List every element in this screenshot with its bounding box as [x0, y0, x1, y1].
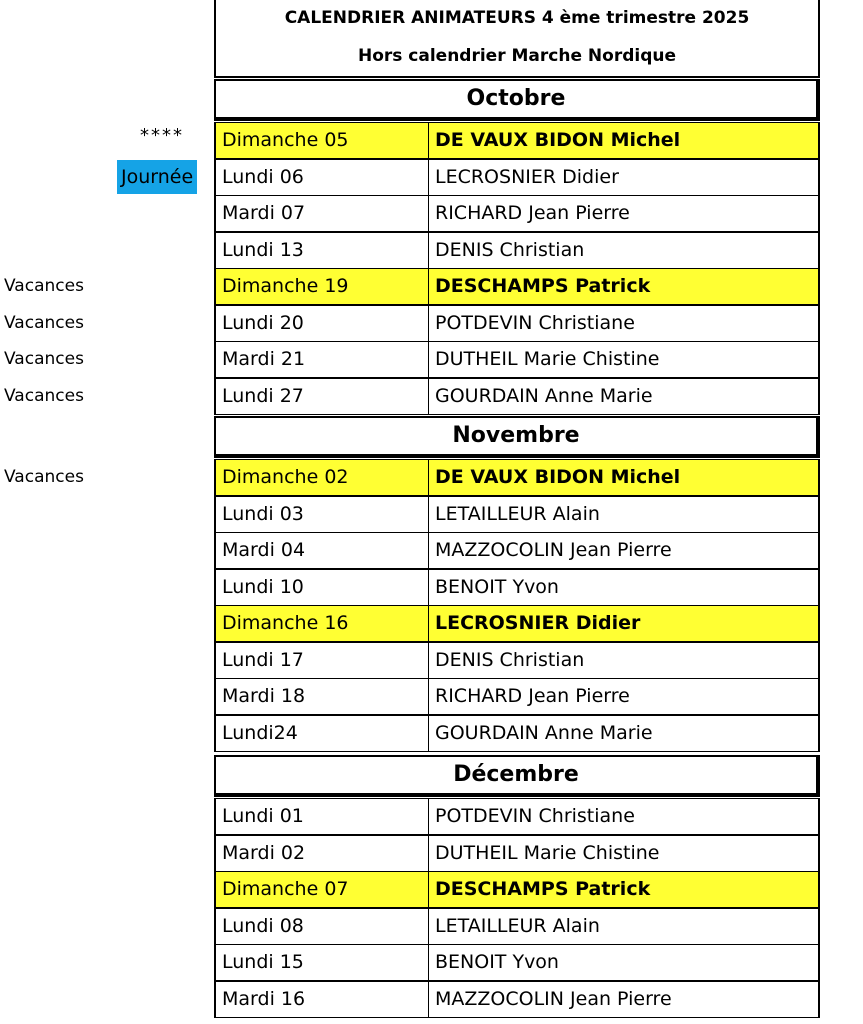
day-cell: Lundi 01 — [214, 798, 429, 835]
table-row — [214, 496, 820, 533]
day-cell: Dimanche 19 — [214, 268, 429, 305]
day-cell: Mardi 02 — [214, 835, 429, 872]
month-header: Novembre — [214, 416, 820, 458]
calendar-subtitle: Hors calendrier Marche Nordique — [357, 46, 677, 66]
table-row — [214, 122, 820, 159]
vacances-note: Vacances — [4, 386, 84, 406]
table-row — [214, 159, 820, 196]
table-row — [214, 981, 820, 1018]
stars-note: **** — [140, 125, 184, 146]
day-cell: Dimanche 02 — [214, 459, 429, 496]
day-cell: Dimanche 07 — [214, 871, 429, 908]
table-row — [214, 908, 820, 945]
day-cell: Lundi 13 — [214, 232, 429, 269]
vacances-note: Vacances — [4, 313, 84, 333]
table-row — [214, 341, 820, 378]
vacances-note: Vacances — [4, 276, 84, 296]
animator-cell: RICHARD Jean Pierre — [428, 195, 820, 232]
animator-cell: DENIS Christian — [428, 232, 820, 269]
table-row — [214, 459, 820, 496]
day-cell: Lundi 08 — [214, 908, 429, 945]
day-cell: Lundi 10 — [214, 569, 429, 606]
table-row — [214, 871, 820, 908]
day-cell: Lundi 03 — [214, 496, 429, 533]
table-row — [214, 232, 820, 269]
animator-cell: MAZZOCOLIN Jean Pierre — [428, 532, 820, 569]
animator-cell: DENIS Christian — [428, 642, 820, 679]
table-row — [214, 944, 820, 981]
day-cell: Mardi 04 — [214, 532, 429, 569]
journee-badge: Journée — [117, 160, 197, 194]
day-cell: Lundi 15 — [214, 944, 429, 981]
animator-cell: GOURDAIN Anne Marie — [428, 378, 820, 415]
animator-cell: RICHARD Jean Pierre — [428, 678, 820, 715]
table-row — [214, 195, 820, 232]
table-row — [214, 268, 820, 305]
table-row — [214, 605, 820, 642]
animator-cell: LECROSNIER Didier — [428, 159, 820, 196]
table-row — [214, 532, 820, 569]
table-row — [214, 798, 820, 835]
table-row — [214, 715, 820, 752]
animator-cell: POTDEVIN Christiane — [428, 798, 820, 835]
animator-cell: GOURDAIN Anne Marie — [428, 715, 820, 752]
table-row — [214, 678, 820, 715]
animator-cell: LETAILLEUR Alain — [428, 496, 820, 533]
day-cell: Lundi 17 — [214, 642, 429, 679]
day-cell: Mardi 07 — [214, 195, 429, 232]
day-cell: Mardi 18 — [214, 678, 429, 715]
day-cell: Mardi 16 — [214, 981, 429, 1018]
day-cell: Dimanche 05 — [214, 122, 429, 159]
animator-cell: DESCHAMPS Patrick — [428, 268, 820, 305]
day-cell: Lundi24 — [214, 715, 429, 752]
vacances-note: Vacances — [4, 467, 84, 487]
animator-cell: BENOIT Yvon — [428, 569, 820, 606]
calendar-title: CALENDRIER ANIMATEURS 4 ème trimestre 2025 — [284, 8, 750, 28]
animator-cell: LETAILLEUR Alain — [428, 908, 820, 945]
month-header: Octobre — [214, 79, 820, 121]
animator-cell: DE VAUX BIDON Michel — [428, 122, 820, 159]
animator-cell: MAZZOCOLIN Jean Pierre — [428, 981, 820, 1018]
animator-cell: DE VAUX BIDON Michel — [428, 459, 820, 496]
day-cell: Lundi 27 — [214, 378, 429, 415]
table-row — [214, 378, 820, 415]
day-cell: Lundi 06 — [214, 159, 429, 196]
table-row — [214, 642, 820, 679]
table-row — [214, 569, 820, 606]
day-cell: Dimanche 16 — [214, 605, 429, 642]
day-cell: Mardi 21 — [214, 341, 429, 378]
vacances-note: Vacances — [4, 349, 84, 369]
animator-cell: DUTHEIL Marie Chistine — [428, 341, 820, 378]
animator-cell: POTDEVIN Christiane — [428, 305, 820, 342]
animator-cell: LECROSNIER Didier — [428, 605, 820, 642]
table-row — [214, 305, 820, 342]
animator-cell: DESCHAMPS Patrick — [428, 871, 820, 908]
month-header: Décembre — [214, 755, 820, 797]
title-box — [214, 0, 820, 78]
table-row — [214, 835, 820, 872]
animator-cell: BENOIT Yvon — [428, 944, 820, 981]
animator-cell: DUTHEIL Marie Chistine — [428, 835, 820, 872]
day-cell: Lundi 20 — [214, 305, 429, 342]
